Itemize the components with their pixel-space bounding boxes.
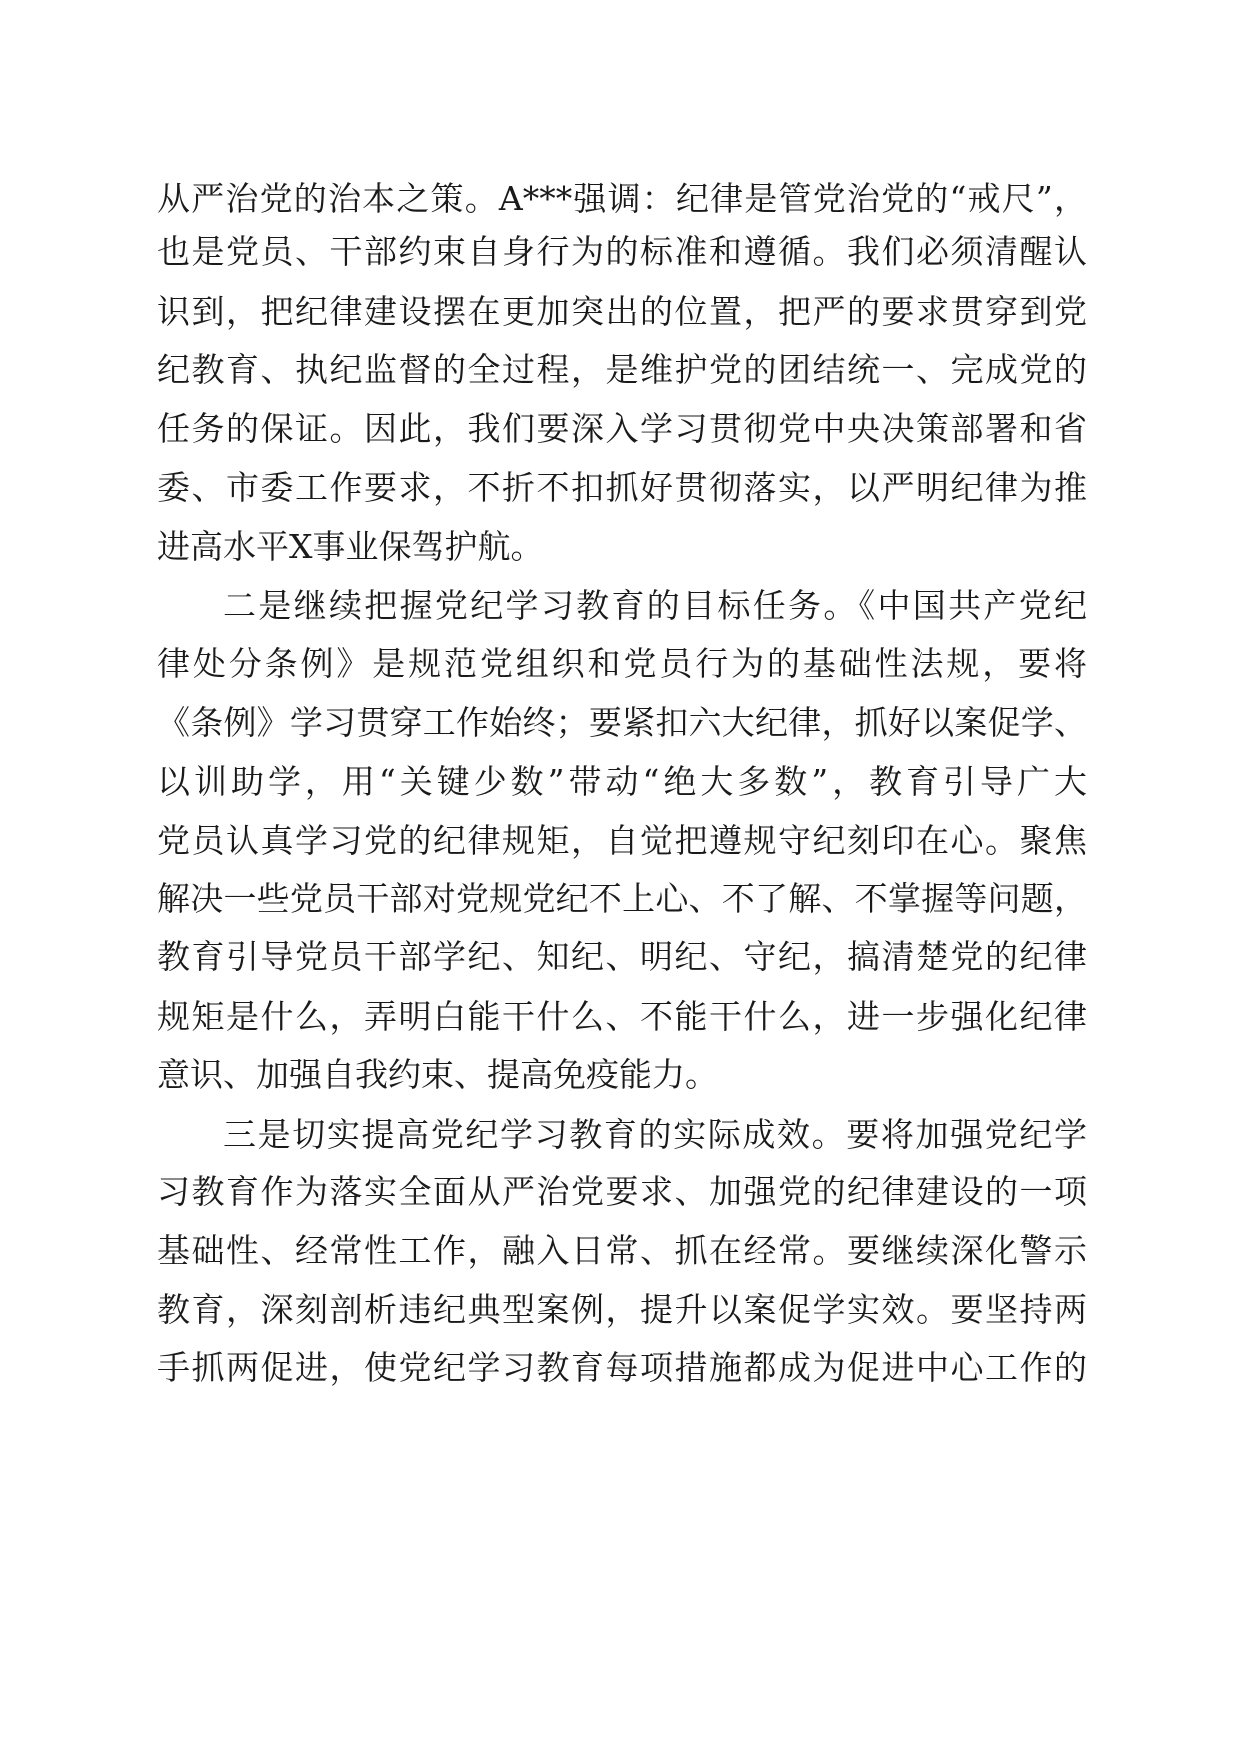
text-line: 也是党员、干部约束自身行为的标准和遵循。我们必须清醒认 — [157, 232, 1087, 271]
text-line: 以训助学，用“关键少数”带动“绝大多数”，教育引导广大 — [157, 762, 1087, 801]
text-line: 任务的保证。因此，我们要深入学习贯彻党中央决策部署和省 — [157, 409, 1087, 448]
text-line: 进高水平X事业保驾护航。 — [157, 527, 544, 566]
text-line: 教育，深刻剖析违纪典型案例，提升以案促学实效。要坚持两 — [157, 1290, 1087, 1329]
text-line: 党员认真学习党的纪律规矩，自觉把遵规守纪刻印在心。聚焦 — [157, 821, 1087, 860]
paragraph-first-line: 三是切实提高党纪学习教育的实际成效。要将加强党纪学 — [223, 1115, 1087, 1154]
text-line: 委、市委工作要求，不折不扣抓好贯彻落实，以严明纪律为推 — [157, 468, 1087, 507]
text-line: 意识、加强自我约束、提高免疫能力。 — [157, 1055, 718, 1094]
text-line: 规矩是什么，弄明白能干什么、不能干什么，进一步强化纪律 — [157, 997, 1087, 1036]
text-line: 基础性、经常性工作，融入日常、抓在经常。要继续深化警示 — [157, 1231, 1087, 1270]
paragraph-first-line: 二是继续把握党纪学习教育的目标任务。《中国共产党纪 — [223, 586, 1087, 625]
text-line: 教育引导党员干部学纪、知纪、明纪、守纪，搞清楚党的纪律 — [157, 937, 1087, 976]
text-line: 纪教育、执纪监督的全过程，是维护党的团结统一、完成党的 — [157, 350, 1087, 389]
text-line: 解决一些党员干部对党规党纪不上心、不了解、不掌握等问题， — [157, 879, 1087, 918]
text-line: 习教育作为落实全面从严治党要求、加强党的纪律建设的一项 — [157, 1172, 1087, 1211]
text-line: 《条例》学习贯穿工作始终；要紧扣六大纪律，抓好以案促学、 — [157, 703, 1087, 742]
text-line: 律处分条例》是规范党组织和党员行为的基础性法规，要将 — [157, 644, 1087, 683]
text-line: 手抓两促进，使党纪学习教育每项措施都成为促进中心工作的 — [157, 1348, 1087, 1387]
text-line: 从严治党的治本之策。A***强调：纪律是管党治党的“戒尺”， — [157, 179, 1087, 218]
text-line: 识到，把纪律建设摆在更加突出的位置，把严的要求贯穿到党 — [157, 292, 1087, 331]
